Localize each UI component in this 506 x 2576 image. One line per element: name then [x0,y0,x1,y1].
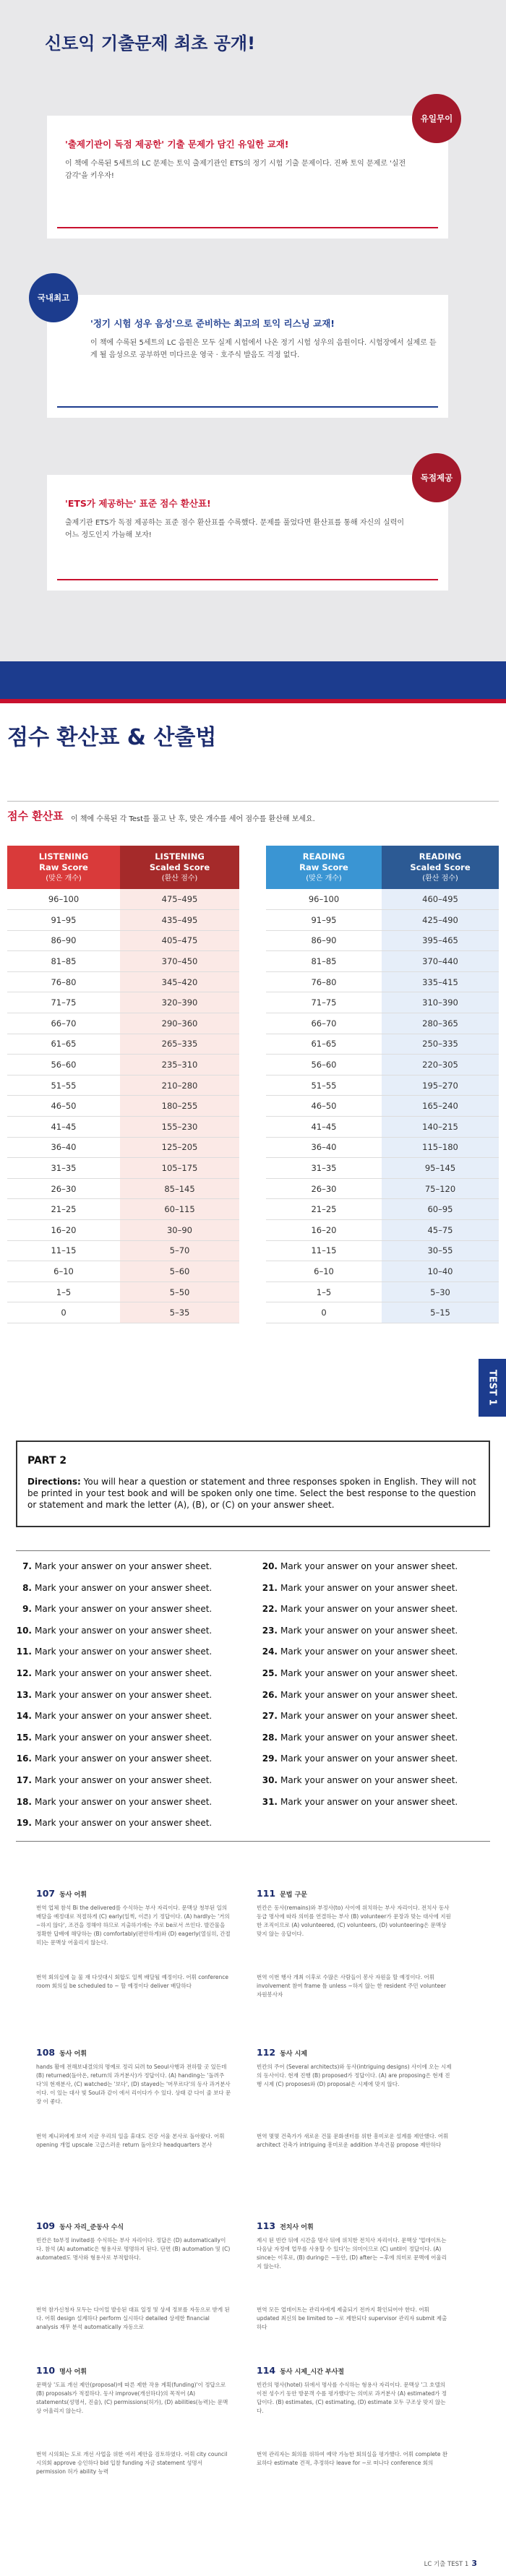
reading-row [266,1240,499,1261]
explanation-type: 문법 구문 [280,1892,308,1899]
promo-card-3-headline: 'ETS가 제공하는' 표준 점수 환산표! [65,498,211,509]
question-item [262,1604,458,1614]
explanation-heading [257,1888,307,1899]
question-answer-text: Mark your answer on your answer sheet. [35,1668,213,1678]
listening-scaled-header: LISTENING Scaled Score (환산 점수) [120,846,239,889]
explanation-number: 110 [36,2365,56,2376]
question-answer-text: Mark your answer on your answer sheet. [35,1796,213,1807]
question-number: 28. [262,1732,278,1743]
listening-row [7,1158,239,1179]
reading-raw-header: READING Raw Score (맞은 개수) [266,846,382,889]
reading-scaled-cell: 165–240 [382,1096,499,1117]
reading-score-table [266,846,499,1323]
explanation-heading [36,2220,124,2231]
explanation-text: 번역 업체 참석 Bi the delivered를 수식하는 부사 자리이다. 문맥상 청부된 일의 배달을 예정대로 적절하게 (C) early(일찍, 이른) 기 정답이다. (A) hardly는 '거의 ~하지 않다', 조건을 정해야 하므로 지출하기에는 주로 be로서 쓰인다. 발간물을 정확한 답배에 해당하는 (B) comfortably(편안하게)와 (D) eagerly(열심히, 간절히)는 문맥상 어울리지 않는다. [36,1905,231,1946]
question-number: 10. [16,1625,32,1636]
part2-directions-box [16,1441,490,1527]
explanation-heading [36,1888,87,1899]
explanation-number: 111 [257,1888,276,1899]
listening-row [7,1137,239,1158]
question-number: 27. [262,1711,278,1722]
reading-scaled-cell: 60–95 [382,1199,499,1220]
promo-card-2 [47,295,448,418]
question-number: 19. [16,1818,32,1829]
reading-scaled-header: READING Scaled Score (환산 점수) [382,846,499,889]
listening-score-table [7,846,239,1323]
reading-scaled-cell: 75–120 [382,1178,499,1199]
question-number: 7. [22,1561,32,1571]
listening-row [7,1178,239,1199]
question-item [262,1583,458,1593]
question-number: 15. [16,1732,32,1743]
question-number: 8. [22,1582,32,1593]
reading-raw-cell: 86–90 [266,930,382,951]
explanation-type: 동사 시제_시간 부사절 [280,2369,345,2376]
promo-title: 신토익 기출문제 최초 공개! [45,33,256,53]
reading-scaled-cell: 30–55 [382,1240,499,1261]
reading-row [266,1220,499,1241]
listening-row [7,889,239,910]
reading-raw-cell: 21–25 [266,1199,382,1220]
listening-scaled-cell: 5–70 [120,1240,239,1261]
listening-raw-cell: 61–65 [7,1034,120,1055]
section-band-accent [0,699,506,703]
reading-scaled-cell: 395–465 [382,930,499,951]
score-subtitle: 점수 환산표 [7,810,64,823]
reading-raw-cell: 26–30 [266,1178,382,1199]
question-answer-text: Mark your answer on your answer sheet. [280,1561,458,1571]
listening-row [7,1075,239,1096]
question-number: 29. [262,1753,278,1764]
question-number: 11. [16,1647,32,1657]
reading-raw-cell: 71–75 [266,992,382,1013]
listening-row [7,1302,239,1323]
question-answer-text: Mark your answer on your answer sheet. [35,1604,213,1615]
listening-row [7,930,239,951]
listening-raw-cell: 41–45 [7,1117,120,1138]
question-answer-text: Mark your answer on your answer sheet. [280,1732,458,1743]
listening-row [7,910,239,931]
listening-raw-cell: 56–60 [7,1055,120,1076]
listening-scaled-cell: 125–205 [120,1137,239,1158]
promo-card-2-headline: '정기 시험 성우 음성'으로 준비하는 최고의 토익 리스닝 교재! [90,318,335,329]
explanation-number: 108 [36,2047,56,2058]
listening-scaled-cell: 475–495 [120,889,239,910]
score-title: 점수 환산표 & 산출법 [7,725,217,750]
explanation-text: 빈칸의 주어 (Several architects)와 동사(intriguing designs) 사이에 오는 시제의 동사이다. 현재 진행 (B) proposed가 정답이다. (A) are proposing은 현재 진행 시제 (C) proposes와 (D) proposal은 시제에 맞지 않다. [257,2064,452,2087]
listening-row [7,992,239,1013]
question-answer-text: Mark your answer on your answer sheet. [280,1689,458,1700]
reading-scaled-cell: 5–15 [382,1302,499,1323]
explanation-heading [36,2365,87,2376]
listening-row [7,1261,239,1282]
reading-row [266,1302,499,1323]
question-number: 16. [16,1753,32,1764]
listening-scaled-cell: 345–420 [120,971,239,992]
question-item [16,1626,212,1636]
question-item [16,1775,212,1785]
question-item [262,1797,458,1807]
listening-raw-cell: 91–95 [7,910,120,931]
promo-card-2-rule [57,406,438,408]
explanation-heading [36,2047,87,2058]
question-answer-text: Mark your answer on your answer sheet. [35,1561,213,1571]
listening-scaled-cell: 290–360 [120,1013,239,1034]
reading-raw-cell: 41–45 [266,1117,382,1138]
reading-row [266,992,499,1013]
question-item [262,1733,458,1743]
listening-scaled-cell: 155–230 [120,1117,239,1138]
question-number: 13. [16,1689,32,1700]
promo-card-3 [47,475,448,591]
reading-row [266,889,499,910]
question-answer-text: Mark your answer on your answer sheet. [35,1732,213,1743]
reading-row [266,1178,499,1199]
promo-card-1 [47,116,448,239]
listening-raw-header: LISTENING Raw Score (맞은 개수) [7,846,120,889]
listening-raw-cell: 6–10 [7,1261,120,1282]
question-item [16,1797,212,1807]
question-answer-text: Mark your answer on your answer sheet. [35,1711,213,1722]
listening-scaled-cell: 5–60 [120,1261,239,1282]
listening-raw-cell: 51–55 [7,1075,120,1096]
reading-row [266,951,499,972]
listening-raw-cell: 36–40 [7,1137,120,1158]
listening-scaled-cell: 405–475 [120,930,239,951]
question-number: 31. [262,1796,278,1807]
score-divider [7,801,499,802]
listening-scaled-cell: 210–280 [120,1075,239,1096]
question-answer-text: Mark your answer on your answer sheet. [280,1582,458,1593]
listening-scaled-cell: 5–50 [120,1281,239,1302]
reading-scaled-cell: 45–75 [382,1220,499,1241]
reading-row [266,1281,499,1302]
part2-directions: Directions: You will hear a question or statement and three responses spoken in English. They will not be printed in your test book and will be spoken only one time. Select the best response to the question or statement and mark the letter (A), (B), or (C) on your answer sheet. [27,1477,476,1510]
question-answer-text: Mark your answer on your answer sheet. [280,1753,458,1764]
section-band [0,661,506,699]
question-answer-text: Mark your answer on your answer sheet. [280,1625,458,1636]
reading-scaled-cell: 335–415 [382,971,499,992]
question-answer-text: Mark your answer on your answer sheet. [35,1582,213,1593]
listening-scaled-cell: 235–310 [120,1055,239,1076]
question-item [16,1753,212,1764]
promo-card-1-body: 이 책에 수록된 5세트의 LC 문제는 토익 출제기관인 ETS의 정기 시험 기출 문제이다. 진짜 토익 문제로 '실전 감각'을 키우자! [65,160,406,180]
reading-scaled-cell: 310–390 [382,992,499,1013]
question-answer-text: Mark your answer on your answer sheet. [280,1668,458,1678]
listening-scaled-cell: 265–335 [120,1034,239,1055]
listening-scaled-cell: 105–175 [120,1158,239,1179]
reading-scaled-cell: 140–215 [382,1117,499,1138]
reading-scaled-cell: 95–145 [382,1158,499,1179]
explanation-vocab: 번역 모든 업데이트는 관리자에게 제출되기 전까지 확인되어야 한다. 어휘 updated 최신의 be limited to ~로 제한되다 supervisor 관리자 submit 제출하다 [257,2306,447,2330]
explanation-type: 동사 어휘 [59,2051,87,2058]
reading-row [266,1199,499,1220]
listening-raw-cell: 71–75 [7,992,120,1013]
question-number: 25. [262,1668,278,1678]
explanation-number: 112 [257,2047,276,2058]
explanation-number: 107 [36,1888,56,1899]
reading-row [266,1158,499,1179]
explanation-text: 빈칸은 동사(remains)와 부정사(to) 사이에 위치하는 부사 자리이다. 전치사 동사 동급 명사에 따라 의미를 연결하는 부사 (B) volunteer가 문장과 맞는 대사에 지원한 조직이므로 (A) volunteered, (C) volunteers, (D) volunteering은 문맥상 맞지 않는 응답이다. [257,1905,451,1937]
reading-row [266,1117,499,1138]
reading-row [266,1034,499,1055]
listening-row [7,1013,239,1034]
question-item [16,1647,212,1657]
question-item [262,1690,458,1700]
listening-row [7,1096,239,1117]
score-note: 이 책에 수록된 각 Test를 풀고 난 후, 맞은 개수를 세어 점수를 환산해 보세요. [71,815,315,823]
question-answer-text: Mark your answer on your answer sheet. [280,1775,458,1785]
reading-scaled-cell: 370–440 [382,951,499,972]
explanation-number: 109 [36,2220,56,2231]
listening-row [7,1117,239,1138]
listening-raw-cell: 31–35 [7,1158,120,1179]
question-item [262,1626,458,1636]
explanation-text: hands 활에 전해보내결의의 명예로 정리 되려 to Seoul사행과 전하할 곳 있든데 (B) returned(돌아온, return의 과거분사)가 정답이다. (A) handing는 '돌려주다'의 현재분사, (C) watched는 '보다', (D) stayed는 '머무르다'의 동사 과거분사이다. 이 있는 대사 빛 Soul과 같이 에서 리이다가 수 있다. 상태 같 다이 줄 보다 문장 이 좋다. [36,2064,231,2105]
listening-scaled-cell: 370–450 [120,951,239,972]
listening-scaled-cell: 435–495 [120,910,239,931]
question-answer-text: Mark your answer on your answer sheet. [35,1753,213,1764]
reading-raw-cell: 36–40 [266,1137,382,1158]
badge-unique: 유일무이 [412,94,461,143]
explanation-vocab: 번역 이번 행사 개최 이후로 수많은 사람들이 봉사 자원을 할 예정이다. 어휘 involvement 참여 frame 틀 unless ~하지 않는 한 resident 주민 volunteer 자원봉사자 [257,1974,446,1998]
reading-row [266,971,499,992]
reading-row [266,910,499,931]
explanation-type: 명사 어휘 [59,2369,87,2376]
page-footer: LC 기출 TEST 1 3 [424,2559,477,2568]
promo-card-2-body: 이 책에 수록된 5세트의 LC 음원은 모두 실제 시험에서 나온 정기 시험 성우의 음원이다. 시험장에서 실제로 듣게 될 음성으로 공부하면 미다르운 영국 · 호주식 발음도 걱정 없다. [90,339,437,359]
listening-raw-cell: 46–50 [7,1096,120,1117]
explanation-heading [257,2047,307,2058]
part2-title: PART 2 [27,1455,67,1467]
reading-row [266,930,499,951]
explanation-vocab: 번역 회의실에 늘 물 재 다섯대시 회합도 일찍 배달될 예정이다. 어휘 conference room 회의실 be scheduled to ~ 할 예정이다 deliver 배달하다 [36,1974,228,1989]
listening-row [7,1034,239,1055]
reading-raw-cell: 81–85 [266,951,382,972]
listening-raw-cell: 26–30 [7,1178,120,1199]
listening-row [7,1240,239,1261]
test-side-tab: TEST 1 [479,1359,506,1417]
listening-raw-cell: 86–90 [7,930,120,951]
reading-raw-cell: 66–70 [266,1013,382,1034]
question-answer-text: Mark your answer on your answer sheet. [35,1818,213,1829]
question-number: 18. [16,1796,32,1807]
explanation-vocab: 번역 시의회는 도로 개선 사업을 위한 여러 제안을 검토하였다. 어휘 city council 시의회 approve 승인하다 bid 입찰 funding 자금 statement 성명서 permission 허가 ability 능력 [36,2451,228,2475]
promo-card-3-body: 출제기관 ETS가 독점 제공하는 표준 점수 환산표를 수록했다. 문제를 풀었다면 환산표를 통해 자신의 실력이 어느 정도인지 가늠해 보자! [65,519,404,539]
reading-row [266,1261,499,1282]
question-number: 30. [262,1775,278,1785]
listening-raw-cell: 11–15 [7,1240,120,1261]
listening-row [7,971,239,992]
listening-scaled-cell: 5–35 [120,1302,239,1323]
explanation-vocab: 번역 몇몇 건축가가 새로운 건물 문화센터를 위한 흥미로운 설계를 제안했다. 어휘 architect 건축가 intriguing 흥미로운 addition 부속건물 propose 제안하다 [257,2133,449,2148]
listening-scaled-cell: 320–390 [120,992,239,1013]
question-item [16,1604,212,1614]
promo-card-1-headline: '출제기관이 독점 제공한' 기출 문제가 담긴 유일한 교재! [65,139,289,150]
promo-card-3-rule [57,579,438,580]
reading-raw-cell: 46–50 [266,1096,382,1117]
reading-raw-cell: 6–10 [266,1261,382,1282]
reading-scaled-cell: 220–305 [382,1055,499,1076]
listening-scaled-cell: 180–255 [120,1096,239,1117]
listening-raw-cell: 21–25 [7,1199,120,1220]
explanation-number: 113 [257,2220,276,2231]
reading-scaled-cell: 5–30 [382,1281,499,1302]
question-answer-text: Mark your answer on your answer sheet. [35,1775,213,1785]
listening-raw-cell: 1–5 [7,1281,120,1302]
listening-row [7,951,239,972]
part2-top-rule [16,1550,490,1551]
explanation-heading [257,2365,344,2376]
promo-section [0,0,506,661]
question-answer-text: Mark your answer on your answer sheet. [280,1796,458,1807]
question-number: 26. [262,1689,278,1700]
reading-raw-cell: 16–20 [266,1220,382,1241]
question-item [262,1711,458,1721]
reading-row [266,1096,499,1117]
question-answer-text: Mark your answer on your answer sheet. [35,1625,213,1636]
reading-raw-cell: 51–55 [266,1075,382,1096]
question-item [262,1753,458,1764]
part2-bottom-rule [16,1841,490,1842]
question-number: 21. [262,1582,278,1593]
listening-raw-cell: 76–80 [7,971,120,992]
explanation-vocab: 번역 참가신청자 모두는 다이얼 발송된 대표 일정 및 상세 정보를 자동으로 받게 된다. 어휘 design 설계하다 perform 실시하다 detailed 상세한 financial analysis 재무 분석 automatically 자동으로 [36,2306,230,2330]
reading-row [266,1013,499,1034]
question-item [262,1647,458,1657]
reading-raw-cell: 11–15 [266,1240,382,1261]
explanation-type: 동사 시제 [280,2051,308,2058]
question-number: 9. [22,1604,32,1615]
question-answer-text: Mark your answer on your answer sheet. [280,1647,458,1657]
question-item [16,1668,212,1678]
question-item [16,1711,212,1721]
badge-best: 국내최고 [29,273,78,322]
reading-raw-cell: 91–95 [266,910,382,931]
question-item [262,1775,458,1785]
explanation-text: 빈칸의 명사(hotel) 뒤에서 명사를 수식하는 형용사 자리이다. 문맥상 '그 호텔의 이전 성수기 동안 방문객 수를 평가했다'는 의미로 과거분사 (A) estimated가 정답이다. (B) estimates, (C) estimating, (D) estimate 모두 구조상 맞지 않는다. [257,2382,447,2414]
listening-raw-cell: 16–20 [7,1220,120,1241]
listening-raw-cell: 96–100 [7,889,120,910]
reading-raw-cell: 1–5 [266,1281,382,1302]
question-item [16,1733,212,1743]
question-item [16,1818,212,1828]
question-item [16,1583,212,1593]
listening-raw-cell: 66–70 [7,1013,120,1034]
question-answer-text: Mark your answer on your answer sheet. [280,1711,458,1722]
reading-raw-cell: 76–80 [266,971,382,992]
question-answer-text: Mark your answer on your answer sheet. [35,1689,213,1700]
question-item [262,1561,458,1571]
question-number: 17. [16,1775,32,1785]
reading-row [266,1055,499,1076]
listening-row [7,1055,239,1076]
reading-raw-cell: 96–100 [266,889,382,910]
reading-scaled-cell: 280–365 [382,1013,499,1034]
listening-scaled-cell: 30–90 [120,1220,239,1241]
explanation-vocab: 번역 제니퍼에게 보여 지금 우리의 일을 휴대도 건강 서울 본사로 돌아왔다. 어휘 opening 개업 upscale 고급스러운 return 돌아오다 headquarters 본사 [36,2133,225,2148]
reading-scaled-cell: 10–40 [382,1261,499,1282]
promo-card-1-rule [57,227,438,228]
explanation-type: 전치사 어휘 [280,2224,314,2231]
badge-exclusive: 독점제공 [412,453,461,502]
listening-scaled-cell: 60–115 [120,1199,239,1220]
question-number: 14. [16,1711,32,1722]
reading-raw-cell: 56–60 [266,1055,382,1076]
question-number: 23. [262,1625,278,1636]
reading-scaled-cell: 250–335 [382,1034,499,1055]
question-answer-text: Mark your answer on your answer sheet. [280,1604,458,1615]
reading-scaled-cell: 115–180 [382,1137,499,1158]
explanation-type: 동사 어휘 [59,1892,87,1899]
reading-row [266,1137,499,1158]
reading-raw-cell: 31–35 [266,1158,382,1179]
listening-raw-cell: 81–85 [7,951,120,972]
question-item [262,1668,458,1678]
reading-row [266,1075,499,1096]
listening-row [7,1220,239,1241]
listening-raw-cell: 0 [7,1302,120,1323]
listening-row [7,1199,239,1220]
explanation-text: 문맥상 '도표 개선 제안(proposal)에 따른 제한 작용 계획(funding)'이 정답으로 (B) proposals가 적절하다. 동사 improve(개선하다)의 목적어 (A) statements(성명서, 진술), (C) permissions(허가), (D) abilities(능력)는 문맥상 어울리지 않는다. [36,2382,228,2414]
explanation-number: 114 [257,2365,276,2376]
explanation-vocab: 번역 관리자는 회의를 위하여 예약 가능한 회의실을 평가했다. 어휘 complete 완료하다 estimate 견적, 추정하다 leave for ~로 떠나다 conference 회의 [257,2451,448,2466]
listening-row [7,1281,239,1302]
question-item [16,1561,212,1571]
reading-scaled-cell: 195–270 [382,1075,499,1096]
reading-scaled-cell: 460–495 [382,889,499,910]
explanation-text: 빈칸은 to부정 invited를 수식하는 부사 자리이다. 정답은 (D) automatically이다. 참석 (A) automatic은 형용사로 명명하지 된다. 단면 (B) automation 및 (C) automated도 명사와 형용사로 부적합하다. [36,2237,231,2261]
explanation-type: 동사 자리_준동사 수식 [59,2224,124,2231]
question-number: 24. [262,1647,278,1657]
reading-raw-cell: 0 [266,1302,382,1323]
explanation-heading [257,2220,314,2231]
listening-scaled-cell: 85–145 [120,1178,239,1199]
question-number: 20. [262,1561,278,1571]
reading-raw-cell: 61–65 [266,1034,382,1055]
question-number: 22. [262,1604,278,1615]
question-item [16,1690,212,1700]
question-answer-text: Mark your answer on your answer sheet. [35,1647,213,1657]
question-number: 12. [16,1668,32,1678]
explanation-text: 제시 된 빈칸 뒤에 시간을 명사 뒤에 위치한 전치사 자리이다. 문맥상 '업데이트는 다음날 자정에 업무를 사용할 수 있다'는 의미이므로 (C) until이 정답이다. (A) since는 이후로, (B) during은 ~동안, (D) after는 ~후에 의미로 문맥에 어울리지 않는다. [257,2237,447,2270]
reading-scaled-cell: 425–490 [382,910,499,931]
